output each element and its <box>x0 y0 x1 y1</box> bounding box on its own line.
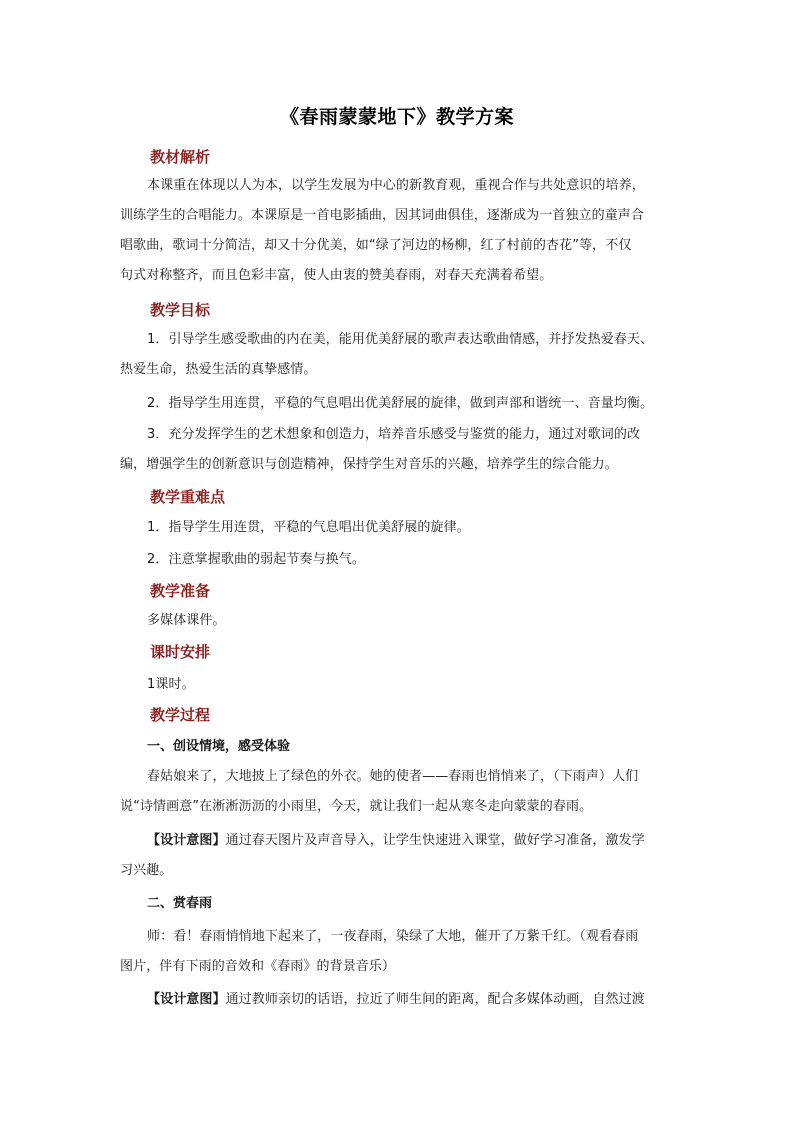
paragraph-line: 2．指导学生用连贯，平稳的气息唱出优美舒展的旋律，做到声部和谐统一、音量均衡。 <box>147 396 654 411</box>
subheading-part-1: 一、创设情境，感受体验 <box>147 739 291 754</box>
paragraph-line: 习兴趣。 <box>120 863 173 878</box>
preparation-text <box>120 606 678 636</box>
paragraph-line: 编，增强学生的创新意识与创造精神，保持学生对音乐的兴趣，培养学生的综合能力。 <box>120 457 618 472</box>
paragraph-line: 2．注意掌握歌曲的弱起节奏与换气。 <box>147 552 365 567</box>
part-2-design-intent <box>120 985 678 1015</box>
subheading-part-2: 二、赏春雨 <box>147 896 213 911</box>
design-intent-tag: 【设计意图】 <box>147 992 226 1007</box>
heading-process: 教学过程 <box>150 706 211 724</box>
paragraph-line: 1．引导学生感受歌曲的内在美，能用优美舒展的歌声表达歌曲情感，并抒发热爱春天、 <box>147 332 654 347</box>
paragraph-line <box>120 985 678 1015</box>
schedule-text <box>120 670 678 700</box>
paragraph-line: 唱歌曲，歌词十分简洁，却又十分优美，如“绿了河边的杨柳，红了村前的杏花”等，不仅 <box>120 238 632 253</box>
paragraph-line: 多媒体课件。 <box>147 613 226 628</box>
part-2-paragraph <box>120 922 678 982</box>
paragraph-line: 春姑娘来了，大地披上了绿色的外衣。她的使者——春雨也悄悄来了，（下雨声）人们 <box>147 769 639 784</box>
heading-key-points: 教学重难点 <box>150 488 226 506</box>
key-point-1 <box>120 513 678 543</box>
design-intent-tag: 【设计意图】 <box>147 833 226 848</box>
paragraph-line <box>120 826 678 856</box>
goal-item-1 <box>120 325 678 385</box>
paragraph-line: 师：看！春雨悄悄地下起来了，一夜春雨，染绿了大地，催开了万紫千红。（观看春雨 <box>147 929 639 944</box>
paragraph-line: 训练学生的合唱能力。本课原是一首电影插曲，因其词曲俱佳，逐渐成为一首独立的童声合 <box>120 208 645 223</box>
heading-schedule: 课时安排 <box>150 643 211 661</box>
design-intent-text: 通过春天图片及声音导入，让学生快速进入课堂，做好学习准备，激发学 <box>225 833 645 848</box>
heading-analysis: 教材解析 <box>150 148 211 166</box>
document-title: 《春雨蒙蒙地下》教学方案 <box>279 106 514 128</box>
analysis-paragraph <box>120 171 678 291</box>
goal-item-2 <box>120 389 678 419</box>
paragraph-line: 说“诗情画意”在淅淅沥沥的小雨里，今天，就让我们一起从寒冬走向蒙蒙的春雨。 <box>120 799 593 814</box>
paragraph-line: 1．指导学生用连贯，平稳的气息唱出优美舒展的旋律。 <box>147 520 470 535</box>
paragraph-line: 本课重在体现以人为本，以学生发展为中心的新教育观，重视合作与共处意识的培养， <box>147 178 645 193</box>
part-1-paragraph <box>120 762 678 822</box>
key-point-2 <box>120 545 678 575</box>
design-intent-text: 通过教师亲切的话语，拉近了师生间的距离，配合多媒体动画，自然过渡 <box>225 992 645 1007</box>
paragraph-line: 3．充分发挥学生的艺术想象和创造力，培养音乐感受与鉴赏的能力，通过对歌词的改 <box>147 427 641 442</box>
paragraph-line: 热爱生命，热爱生活的真挚感情。 <box>120 362 317 377</box>
goal-item-3 <box>120 420 678 480</box>
heading-goals: 教学目标 <box>150 301 211 319</box>
part-1-design-intent <box>120 826 678 886</box>
paragraph-line: 句式对称整齐，而且色彩丰富，使人由衷的赞美春雨，对春天充满着希望。 <box>120 268 553 283</box>
paragraph-line: 图片，伴有下雨的音效和《春雨》的背景音乐） <box>120 959 396 974</box>
heading-preparation: 教学准备 <box>150 582 211 600</box>
paragraph-line: 1课时。 <box>147 677 195 692</box>
